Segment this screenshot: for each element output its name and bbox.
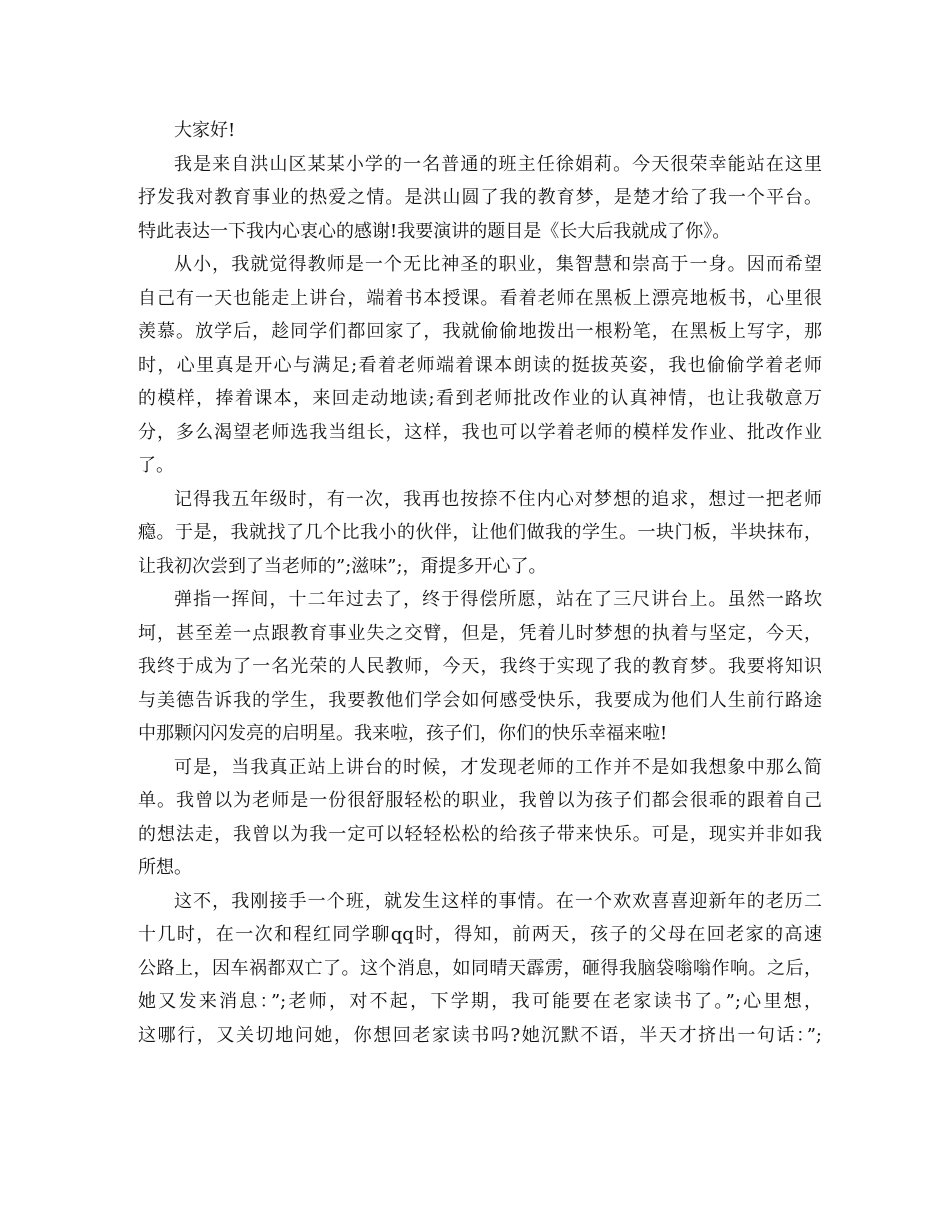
paragraph-2-line-2: 自己有一天也能走上讲台，端着书本授课。看着老师在黑板上漂亮地板书，心里很	[138, 287, 822, 309]
paragraph-6-line-1: 这不，我刚接手一个班，就发生这样的事情。在一个欢欢喜喜迎新年的老历二	[174, 890, 822, 912]
paragraph-5-line-1: 可是，当我真正站上讲台的时候，才发现老师的工作并不是如我想象中那么简	[174, 756, 822, 778]
paragraph-4-line-4: 与美德告诉我的学生，我要教他们学会如何感受快乐，我要成为他们人生前行路途	[138, 689, 822, 711]
paragraph-4-line-2: 坷，甚至差一点跟教育事业失之交臂，但是，凭着儿时梦想的执着与坚定，今天，	[138, 622, 822, 644]
paragraph-2-line-5: 的模样，捧着课本，来回走动地读;看到老师批改作业的认真神情，也让我敬意万	[138, 388, 822, 409]
paragraph-5-line-2: 单。我曾以为老师是一份很舒服轻松的职业，我曾以为孩子们都会很乖的跟着自己	[138, 790, 822, 811]
paragraph-3-line-2: 瘾。于是，我就找了几个比我小的伙伴，让他们做我的学生。一块门板，半块抹布，	[138, 522, 822, 543]
paragraph-2-line-1: 从小，我就觉得教师是一个无比神圣的职业，集智慧和崇高于一身。因而希望	[174, 254, 822, 275]
paragraph-6-line-5: 这哪行，又关切地问她，你想回老家读书吗?她沉默不语，半天才挤出一句话：”;	[138, 1024, 822, 1046]
greeting-line: 大家好!	[174, 120, 236, 141]
paragraph-2-line-6: 分，多么渴望老师选我当组长，这样，我也可以学着老师的模样发作业、批改作业	[138, 421, 822, 443]
paragraph-1-line-3: 特此表达一下我内心衷心的感谢!我要演讲的题目是《长大后我就成了你》。	[138, 220, 731, 242]
paragraph-5-line-3: 的想法走，我曾以为我一定可以轻轻松松的给孩子带来快乐。可是，现实并非如我	[138, 823, 822, 845]
document-body	[138, 114, 822, 1052]
paragraph-2-line-4: 时，心里真是开心与满足;看着老师端着课本朗读的挺拔英姿，我也偷偷学着老师	[138, 354, 822, 376]
paragraph-1-line-1: 我是来自洪山区某某小学的一名普通的班主任徐娟莉。今天很荣幸能站在这里	[174, 153, 822, 175]
paragraph-6-line-2: 十几时，在一次和程红同学聊qq时，得知，前两天，孩子的父母在回老家的高速	[138, 924, 822, 945]
paragraph-6-line-4: 她又发来消息：”;老师，对不起，下学期，我可能要在老家读书了。”;心里想，	[138, 991, 822, 1012]
paragraph-2-line-3: 羡慕。放学后，趁同学们都回家了，我就偷偷地拨出一根粉笔，在黑板上写字，那	[138, 321, 822, 342]
paragraph-4-line-3: 我终于成为了一名光荣的人民教师，今天，我终于实现了我的教育梦。我要将知识	[138, 656, 822, 677]
paragraph-1-line-2: 抒发我对教育事业的热爱之情。是洪山圆了我的教育梦，是楚才给了我一个平台。	[138, 187, 822, 208]
paragraph-3-line-3: 让我初次尝到了当老师的”;滋味”;，甭提多开心了。	[138, 555, 547, 577]
paragraph-3-line-1: 记得我五年级时，有一次，我再也按捺不住内心对梦想的追求，想过一把老师	[174, 488, 822, 510]
paragraph-4-line-1: 弹指一挥间，十二年过去了，终于得偿所愿，站在了三尺讲台上。虽然一路坎	[174, 589, 822, 610]
paragraph-4-line-5: 中那颗闪闪发亮的启明星。我来啦，孩子们，你们的快乐幸福来啦!	[138, 723, 668, 744]
paragraph-5-line-4: 所想。	[138, 857, 192, 878]
paragraph-6-line-3: 公路上，因车祸都双亡了。这个消息，如同晴天霹雳，砸得我脑袋嗡嗡作响。之后，	[138, 957, 822, 979]
paragraph-2-line-7: 了。	[138, 455, 174, 476]
